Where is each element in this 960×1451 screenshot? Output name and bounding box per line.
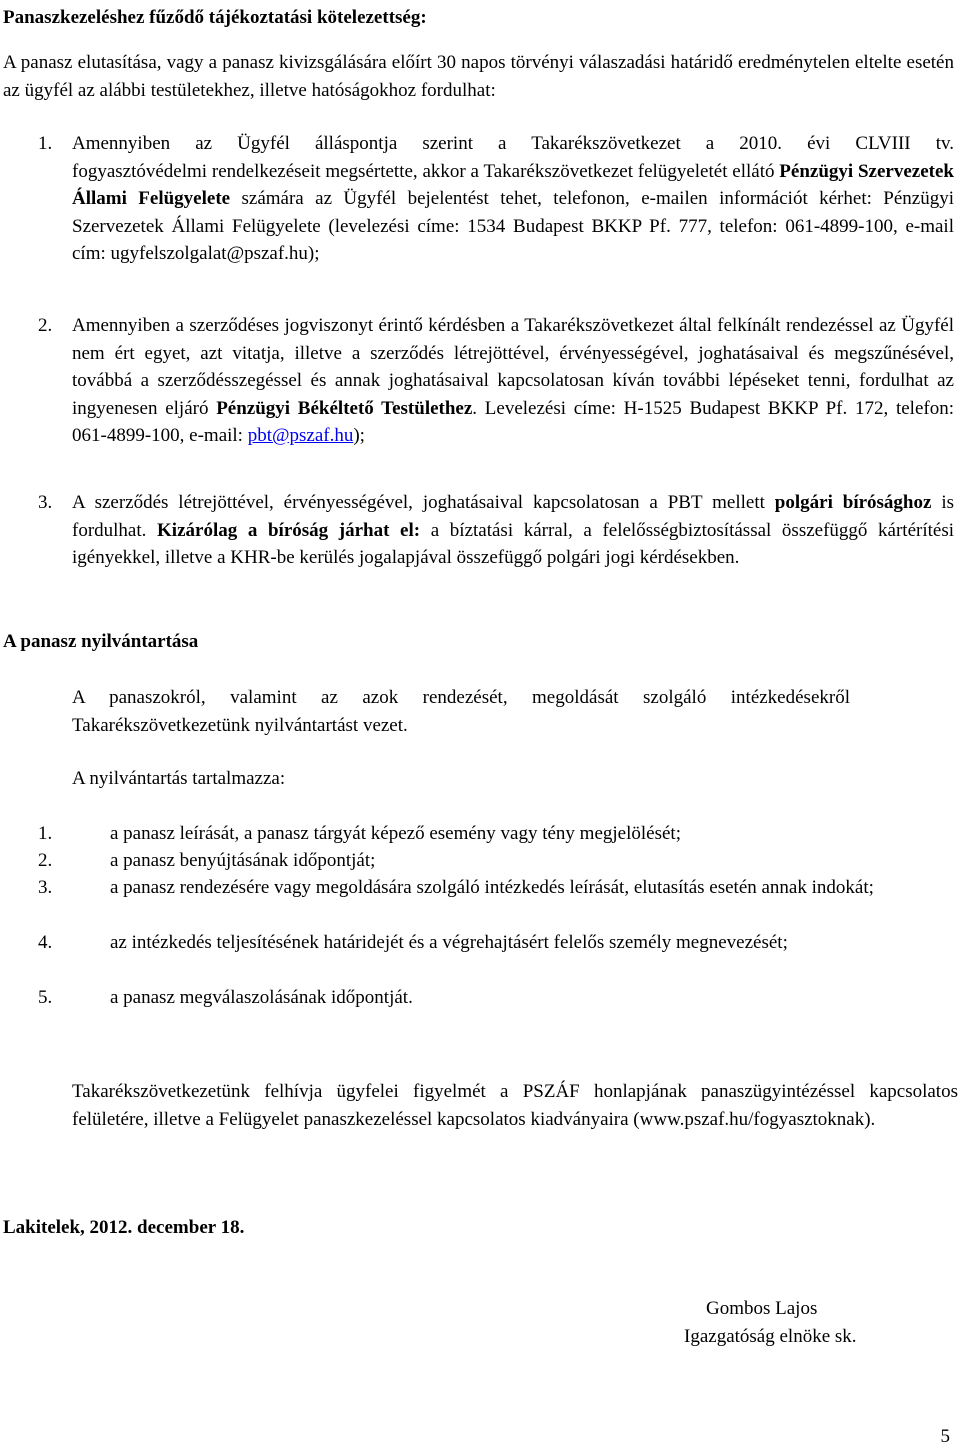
list-item-number: 3. xyxy=(38,877,53,898)
list-item xyxy=(0,929,954,957)
intro-paragraph: A panasz elutasítása, vagy a panasz kivizsgálására előírt 30 napos törvényi válaszadási határidő eredménytelen eltelte esetén az ügyfél az alábbi testületekhez, illetve hatóságokhoz fordulhat: xyxy=(3,52,954,101)
list-item-text: a panasz megválaszolásának időpontját. xyxy=(110,987,413,1008)
list-item-text: az intézkedés teljesítésének határidejét és a végrehajtásért felelős személy megnevezését; xyxy=(110,932,788,953)
list-item-text: fogyasztóvédelmi rendelkezéseit megsértette, akkor a Takarékszövetkezet felügyeletét ellátó Pénzügyi Szervezetek Állami Felügyelete számára az Ügyfél bejelentést tehet, telefonon, e-mailen információt kérhet: Pénzügyi Szervezetek Állami Felügyelete (levelezési címe: 1534 Budapest BKKP Pf. 777, telefon: 061-4899-100, e-mail cím: ugyfelszolgalat@pszaf.hu); xyxy=(72,160,954,264)
list-item-text: a panasz rendezésére vagy megoldására szolgáló intézkedés leírását, elutasítás esetén annak indokát; xyxy=(110,877,874,898)
list-item-number: 5. xyxy=(38,987,53,1008)
closing-paragraph: Takarékszövetkezetünk felhívja ügyfelei figyelmét a PSZÁF honlapjának panaszügyintézéssel kapcsolatos felületére, illetve a Felügyelet panaszkezeléssel kapcsolatos kiadványaira (www.pszaf.hu/fogyasztoknak). xyxy=(72,1081,958,1130)
list-item-number: 3. xyxy=(38,492,53,513)
list-item xyxy=(0,847,954,875)
email-link[interactable]: pbt@pszaf.hu xyxy=(247,425,354,446)
list-item-text: A szerződés létrejöttével, érvényességével, joghatásaival kapcsolatosan a PBT mellett polgári bírósághoz is fordulhat. Kizárólag a bíróság járhat el: a bíztatási kárral, a felelősségbiztosítással összefüggő kártérítési igényekkel, illetve a KHR-be kerülés jogalapjával összefüggő polgári jogi kérdésekben. xyxy=(72,492,954,568)
list-item-number: 1. xyxy=(38,133,53,154)
list-item-number: 2. xyxy=(38,850,53,871)
register-contains: A nyilvántartás tartalmazza: xyxy=(72,768,286,789)
section-heading-complaint-register: A panasz nyilvántartása xyxy=(3,631,199,652)
list-item-text: a panasz benyújtásának időpontját; xyxy=(110,850,376,871)
list-item-number: 2. xyxy=(38,315,53,336)
list-item xyxy=(0,489,954,572)
list-item-number: 1. xyxy=(38,823,53,844)
bold-text: Pénzügyi Békéltető Testülethez xyxy=(216,397,473,419)
place-date: Lakitelek, 2012. december 18. xyxy=(3,1217,245,1238)
register-intro: A panaszokról, valamint az azok rendezését, megoldását szolgáló intézkedésekről Takarékszövetkezetünk nyilvántartást vezet. xyxy=(72,687,850,736)
section-heading-complaint-info: Panaszkezeléshez fűződő tájékoztatási kötelezettség: xyxy=(3,7,427,28)
bold-text: Pénzügyi Szervezetek Állami Felügyelete xyxy=(72,160,954,209)
list-item xyxy=(0,312,954,450)
signature-title: Igazgatóság elnöke sk. xyxy=(684,1326,857,1347)
list-item-text: Amennyiben a szerződéses jogviszonyt érintő kérdésben a Takarékszövetkezet által felkínált rendezéssel az Ügyfél nem ért egyet, azt vitatja, illetve a szerződés létrejöttével, érvényességével, joghatásaival és megszűnésével, továbbá a szerződésszegéssel és annak joghatásaival kapcsolatosan kíván további lépéseket tenni, fordulhat az ingyenesen eljáró Pénzügyi Békéltető Testülethez. Levelezési címe: H-1525 Budapest BKKP Pf. 172, telefon: 061-4899-100, e-mail: pbt@pszaf.hu); xyxy=(72,315,954,446)
list-item xyxy=(0,984,954,1012)
list-item-number: 4. xyxy=(38,932,53,953)
list-item xyxy=(0,874,954,902)
bold-text: Kizárólag a bíróság járhat el: xyxy=(157,519,421,541)
list-item xyxy=(0,820,954,848)
list-item-text: a panasz leírását, a panasz tárgyát képező esemény vagy tény megjelölését; xyxy=(110,823,681,844)
bold-text: polgári bírósághoz xyxy=(774,492,932,513)
list-item xyxy=(0,130,954,268)
page-number: 5 xyxy=(940,1426,950,1447)
signature-name: Gombos Lajos xyxy=(706,1298,818,1319)
list-item-text-line1: Amennyiben az Ügyfél álláspontja szerint a Takarékszövetkezet a 2010. évi CLVIII tv. xyxy=(72,133,954,154)
